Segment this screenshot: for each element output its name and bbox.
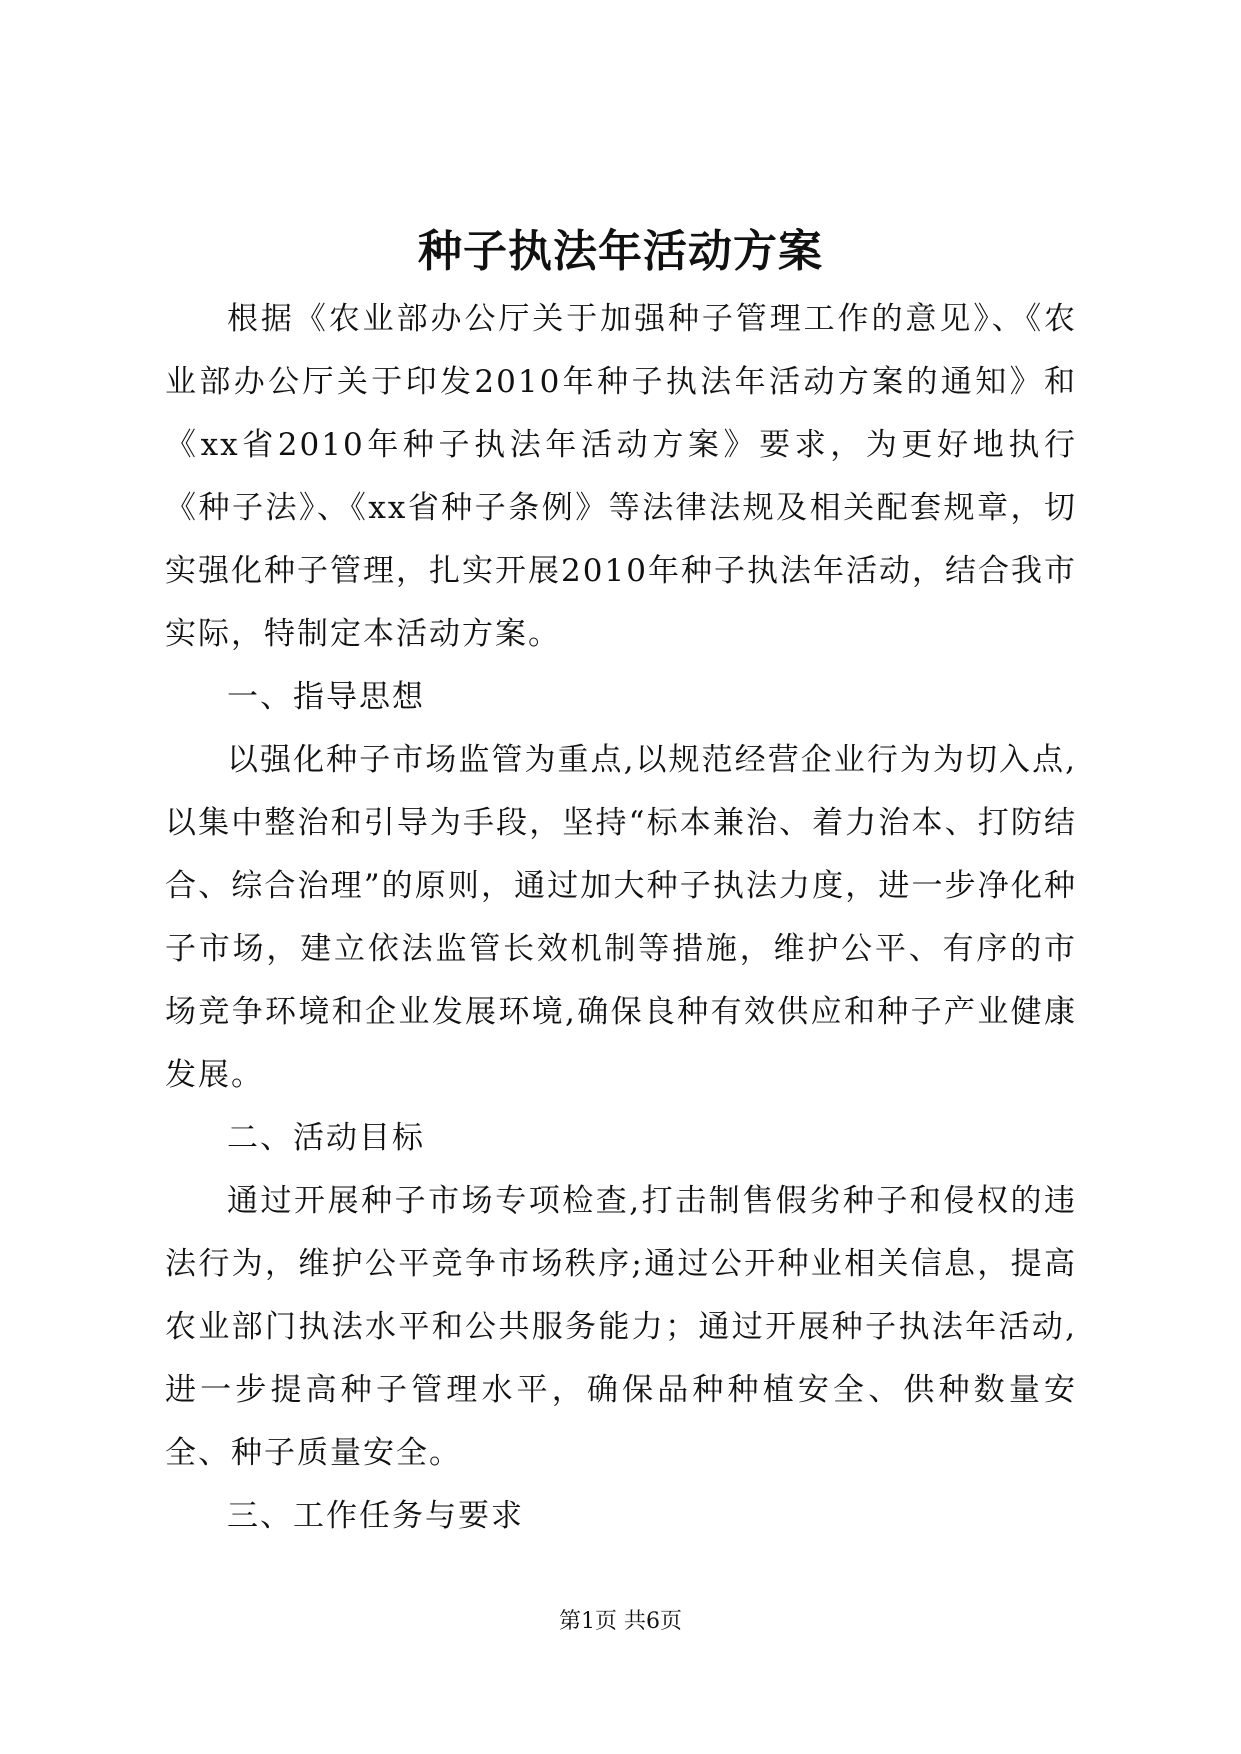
document-body <box>165 288 1077 1548</box>
page-number-footer: 第1页 共6页 <box>559 1609 682 1634</box>
section-heading-guiding-ideology: 一、指导思想 <box>227 679 425 715</box>
section-heading-tasks: 三、工作任务与要求 <box>227 1498 524 1534</box>
guiding-ideology-paragraph: 以强化种子市场监管为重点,以规范经营企业行为为切入点,以集中整治和引导为手段，坚持“标本兼治、着力治本、打防结合、综合治理”的原则，通过加大种子执法力度，进一步净化种子市场，建立依法监管长效机制等措施，维护公平、有序的市场竞争环境和企业发展环境,确保良种有效供应和种子产业健康发展。 <box>165 742 1077 1093</box>
document-title: 种子执法年活动方案 <box>418 226 823 277</box>
section-heading-activity-goals: 二、活动目标 <box>227 1120 425 1156</box>
activity-goals-paragraph: 通过开展种子市场专项检查,打击制售假劣种子和侵权的违法行为，维护公平竞争市场秩序;通过公开种业相关信息，提高农业部门执法水平和公共服务能力；通过开展种子执法年活动,进一步提高种子管理水平，确保品种种植安全、供种数量安全、种子质量安全。 <box>165 1183 1077 1471</box>
intro-paragraph: 根据《农业部办公厅关于加强种子管理工作的意见》、《农业部办公厅关于印发2010年种子执法年活动方案的通知》和《xx省2010年种子执法年活动方案》要求，为更好地执行《种子法》、《xx省种子条例》等法律法规及相关配套规章，切实强化种子管理，扎实开展2010年种子执法年活动，结合我市实际，特制定本活动方案。 <box>165 301 1077 652</box>
